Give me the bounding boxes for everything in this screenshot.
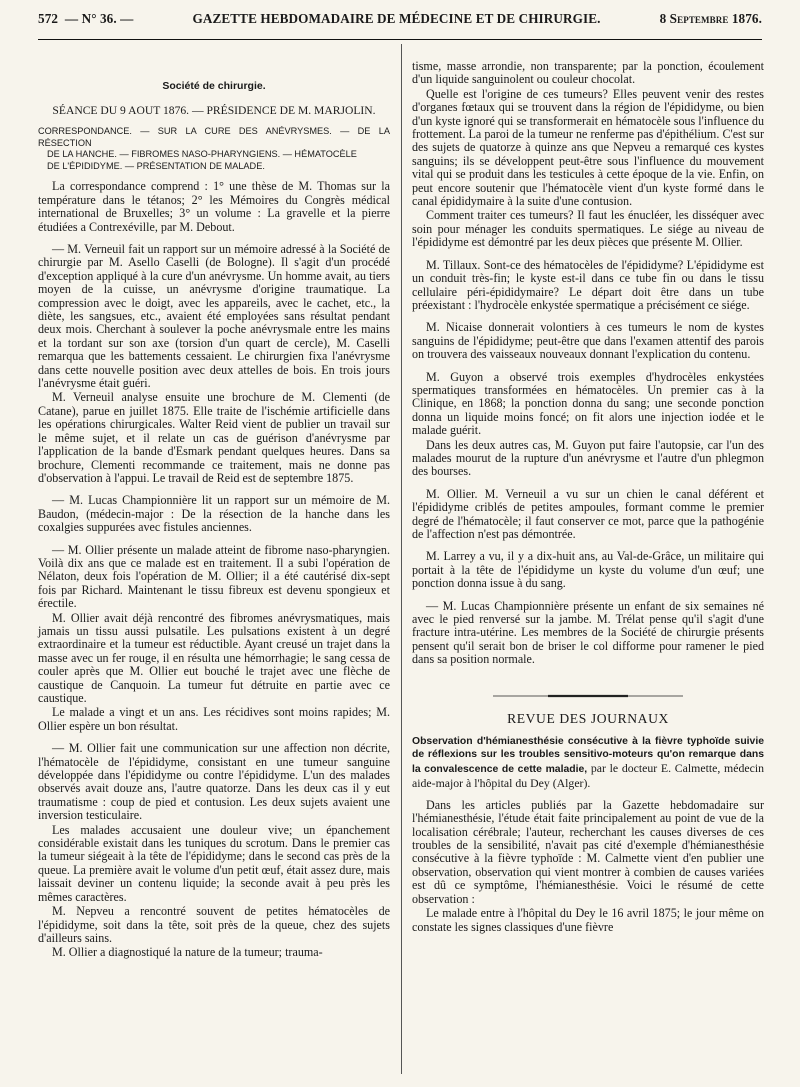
header-rule bbox=[38, 39, 762, 40]
article-title bbox=[412, 735, 764, 791]
summary-line: CORRESPONDANCE. — SUR LA CURE DES ANÉVRYSMES. — DE LA RÉSECTION bbox=[38, 126, 390, 148]
paragraph-nepveu: M. Nepveu a rencontré souvent de petites hématocèles de l'épididyme, soit dans la tête, soit près de la queue, chez des sujets d'ailleurs sains. bbox=[38, 904, 390, 945]
paragraph-ollier-pulsations: M. Ollier avait déjà rencontré des fibromes anévrysmatiques, mais jamais un tissu aussi pulsatile. Les pulsations existent à un degré extraordinaire et la tumeur est réductible. Ayant creusé un trajet dans la masse avec un fer rouge, il en résulta une hémorrhagie; le sang cessa de couler après que M. Ollier eut bouché le trajet avec une flèche de caustique de Canquoin. La tumeur fut détruite en partie avec ce caustique. bbox=[38, 610, 390, 705]
paragraph-malades-douleur: Les malades accusaient une douleur vive; un épanchement considérable existait dans les tuniques du scrotum. Dans le premier cas la tumeur siégeait à la tête de l'épididyme; dans le second cas près de la queue. La première avait le volume d'un petit œuf, était assez dure, mais laissait deviner un contenu liquide; la seconde avait à peu près les mêmes caractères. bbox=[38, 822, 390, 904]
summary-line: DE LA HANCHE. — FIBROMES NASO-PHARYNGIENS. — HÉMATOCÈLE bbox=[47, 149, 357, 160]
paragraph-ollier-fibrome: — M. Ollier présente un malade atteint de fibrome naso-pharyngien. Voilà dix ans que ce malade est en traitement. Il a subi l'opération de Nélaton, deux fois l'opération de M. Ollier; il a été cautérisé dix-sept fois par Richard. Maintenant le tissu fibreux est devenu spongieux et érectile. bbox=[38, 542, 390, 611]
section-title: REVUE DES JOURNAUX bbox=[507, 710, 669, 726]
paragraph-guyon: M. Guyon a observé trois exemples d'hydrocèles enkystées spermatiques transformées en hématocèles. Un premier cas à la Clinique, en 1868; la ponction donna du sang; une seconde ponction donna un liquide moins foncé; on fit alors une injection iodée et le malade guérit. bbox=[412, 369, 764, 438]
session-summary bbox=[38, 126, 390, 172]
paragraph-tillaux: M. Tillaux. Sont-ce des hématocèles de l'épididyme? L'épididyme est un conduit très-fin; le kyste est-il dans ce tube fin ou dans le tissu cellulaire péri-épididymaire? Le départ doit être dans un tube préexistant : l'hydrocèle enkystée spermatique a précisément ce siége. bbox=[412, 257, 764, 312]
issue-date: 8 Septembre 1876. bbox=[659, 11, 762, 26]
paragraph-origine: Quelle est l'origine de ces tumeurs? Elles peuvent venir des restes d'organes fœtaux qui se trouvent dans la région de l'épididyme, ou bien d'un kyste ignoré qui se transformerait en hématocèle sous l'influence du frottement. La paroi de la tumeur ne renferme pas d'épithélium. C'est sur des sujets de quatorze à quinze ans que Nepveu a remarqué ces kystes sanguins; ils se développent peut-être sous l'influence du mouvement vital qui se produit dans les testicules à cette époque de la vie. Enfin, on peut encore soutenir que l'hématocèle vient d'un kyste formé dans le canal épididymaire à la suite d'une contusion. bbox=[412, 86, 764, 209]
paragraph-malade-age: Le malade a vingt et un ans. Les récidives sont moins rapides; M. Ollier espère un bon résultat. bbox=[38, 705, 390, 733]
paragraph-nicaise: M. Nicaise donnerait volontiers à ces tumeurs le nom de kystes sanguins de l'épididyme; peut-être que dans l'examen attentif des parois on trouvera des vaisseaux nouveaux donnant l'explication du contenu. bbox=[412, 320, 764, 362]
seance-heading: SÉANCE DU 9 AOUT 1876. — PRÉSIDENCE DE M. MARJOLIN. bbox=[52, 104, 376, 117]
paragraph-championniere-report: — M. Lucas Championnière lit un rapport sur un mémoire de M. Baudon, (médecin-major : De la résection de la hanche dans les coxalgies suppurées avec fistules anciennes. bbox=[38, 493, 390, 535]
left-column bbox=[38, 54, 390, 961]
paragraph-traitement: Comment traiter ces tumeurs? Il faut les énucléer, les disséquer avec soin pour ménager les conduits spermatiques. Le siége au niveau de l'épididyme est démontré par les deux pièces que présente M. Ollier. bbox=[412, 208, 764, 250]
article-title-main: Observation d'hémianesthésie consécutive à la fièvre typhoïde suivie de réflexions sur les troubles sensitivo-moteurs qu'on remarque dans la convalescence de cette maladie, bbox=[412, 735, 764, 776]
society-title: Société de chirurgie. bbox=[162, 80, 266, 92]
paragraph-continuation: tisme, masse arrondie, non transparente; par la ponction, écoulement d'un liquide sanguinolent ou couleur chocolat. bbox=[412, 59, 764, 87]
paragraph-hematocele: — M. Ollier fait une communication sur une affection non décrite, l'hématocèle de l'épididyme, consistant en une tumeur sanguine développée dans l'épididyme ou contre l'épididyme. L'un des malades observés avait douze ans, l'autre quatorze. Dans les deux cas il y eut traumatisme : coup de pied et contusion. Les deux sujets avaient une inversion testiculaire. bbox=[38, 741, 390, 823]
paragraph-observation-start: Le malade entre à l'hôpital du Dey le 16 avril 1875; le jour même on constate les signes classiques d'une fièvre bbox=[412, 906, 764, 934]
paragraph-correspondance: La correspondance comprend : 1° une thèse de M. Thomas sur la température dans le tétanos; 2° les Mémoires du Congrès médical international de Bruxelles; 3° un volume : La gravelle et la pierre étudiées a Contrexéville, par M. Debout. bbox=[38, 179, 390, 234]
paragraph-championniere-enfant: — M. Lucas Championnière présente un enfant de six semaines né avec le pied renversé sur la jambe. M. Trélat pense qu'il s'agit d'une fracture intra-utérine. Les membres de la Société de chirurgie présents pensent qu'il serait bon de briser le col difforme pour ramener le pied dans sa position normale. bbox=[412, 598, 764, 667]
issue-number: — N° 36. — bbox=[64, 11, 134, 26]
section-ornament-rule bbox=[493, 693, 683, 699]
paragraph-clementi: M. Verneuil analyse ensuite une brochure de M. Clementi (de Catane), parue en juillet 1875. Elle traite de l'ischémie artificielle dans les opérations chirurgicales. Walter Reid vient de publier un travail sur le même sujet, et il relate un cas de guérison d'anévrysme par l'application de la bande d'Esmark pendant quelques heures. Dans sa brochure, Clementi recommande ce traitement, mais ne donne pas d'observation à l'appui. Le travail de Reid est de septembre 1875. bbox=[38, 390, 390, 485]
column-divider bbox=[401, 44, 402, 1074]
summary-line: DE L'ÉPIDIDYME. — PRÉSENTATION DE MALADE. bbox=[47, 160, 265, 171]
paragraph-guyon-autopsie: Dans les deux autres cas, M. Guyon put faire l'autopsie, car l'un des malades mourut de la rupture d'un anévrysme et l'autre d'un phlegmon des bourses. bbox=[412, 437, 764, 479]
article-title-author: par le docteur E. Calmette, médecin aide-major à l'hôpital du Dey (Alger). bbox=[412, 761, 764, 791]
page-header bbox=[38, 2, 762, 36]
paragraph-intro-hemianesthesie: Dans les articles publiés par la Gazette hebdomadaire sur l'hémianesthésie, l'étude était faite principalement au point de vue de la localisation cérébrale; l'auteur, recherchant les causes diverses de ces troubles de la sensibilité, n'avait pas cité d'exemple d'hémianesthésie consécutive à la fièvre typhoïde : M. Calmette vient d'en publier une observation, observation qui vient montrer à combien de causes variées est dû ce symptôme, l'hémianesthésie. Voici le résumé de cette observation : bbox=[412, 797, 764, 906]
paragraph-ollier-diagnostic: M. Ollier a diagnostiqué la nature de la tumeur; trauma- bbox=[52, 945, 323, 960]
paragraph-verneuil-report: — M. Verneuil fait un rapport sur un mémoire adressé à la Société de chirurgie par M. Asello Caselli (de Bologne). Il s'agit d'un procédé d'exception appliqué à la cure d'un anévrysme. Un homme avait, au tiers moyen de la cuisse, un anévrysme d'origine traumatique. La compression avec le doigt, avec les appareils, avec le cachet, etc., la diète, les sangsues, etc., avaient été employées sans résultat pendant deux mois. Cherchant à soulever la poche anévrysmale entre les mains et la tordant sur son axe (torsion d'un quart de cercle), M. Caselli remarqua que les battements cessaient. Le chirurgien fixa l'anévrysme dans cette nouvelle position avec deux attelles de bois. En trois jours l'anévrysme était guéri. bbox=[38, 242, 390, 391]
page-number: 572 — N° 36. — bbox=[38, 11, 134, 26]
paragraph-larrey: M. Larrey a vu, il y a dix-huit ans, au Val-de-Grâce, un militaire qui portait à la tête de l'épididyme un kyste du volume d'un œuf; une ponction donna issue à du sang. bbox=[412, 549, 764, 591]
journal-title: GAZETTE HEBDOMADAIRE DE MÉDECINE ET DE CHIRURGIE. bbox=[192, 11, 601, 26]
paragraph-ollier-reply: M. Ollier. M. Verneuil a vu sur un chien le canal déférent et l'épididyme criblés de petites ampoules, formant comme le premier degré de l'hématocèle; il faut conserver ce mot, parce que la pathogénie de l'affection n'est pas démontrée. bbox=[412, 486, 764, 541]
right-column bbox=[412, 60, 764, 935]
